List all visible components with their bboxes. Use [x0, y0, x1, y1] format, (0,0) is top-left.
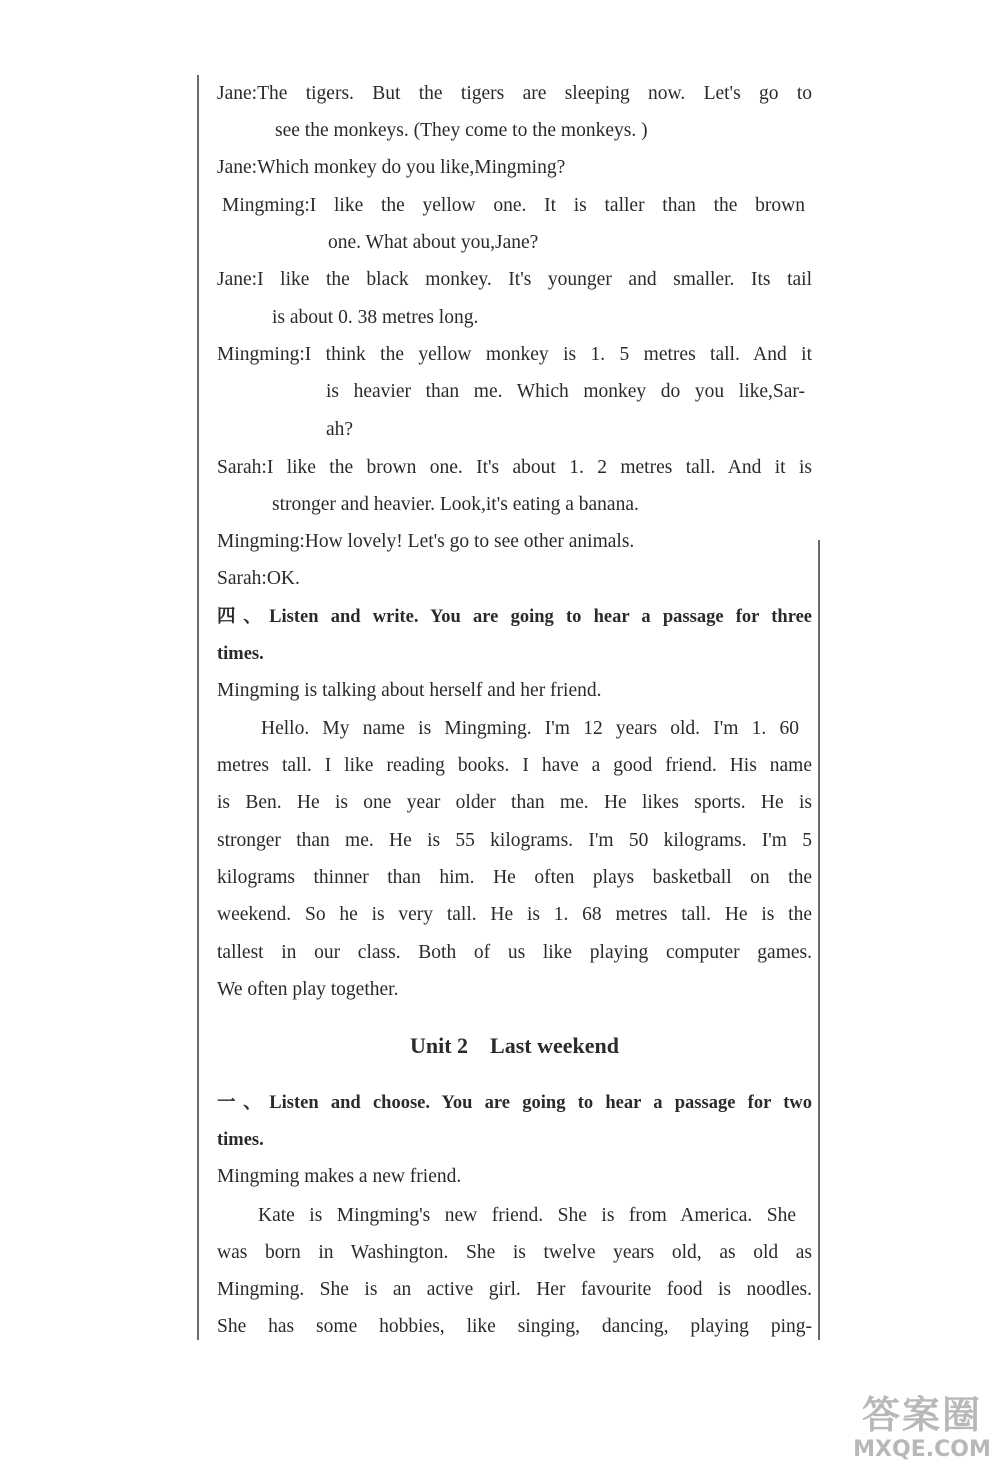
dialogue-line: Jane:The tigers. But the tigers are sleeping now. Let's go to — [217, 83, 812, 104]
left-margin-rule — [197, 75, 199, 1340]
passage-line: stronger than me. He is 55 kilograms. I'm 50 kilograms. I'm 5 — [217, 830, 812, 851]
passage-line: metres tall. I like reading books. I have a good friend. His name — [217, 755, 812, 776]
passage-line: Kate is Mingming's new friend. She is from America. She — [258, 1205, 796, 1226]
dialogue-line: is about 0. 38 metres long. — [272, 307, 479, 328]
watermark-url: MXQE.COM — [853, 1437, 991, 1462]
passage-line: weekend. So he is very tall. He is 1. 68 metres tall. He is the — [217, 904, 812, 925]
dialogue-line: Mingming:I like the yellow one. It is taller than the brown — [222, 195, 805, 216]
dialogue-line: ah? — [326, 419, 354, 440]
unit-number: Unit 2 — [409, 1033, 469, 1058]
section-one-intro: Mingming makes a new friend. — [217, 1166, 462, 1187]
unit-heading — [217, 1032, 812, 1060]
dialogue-line: Mingming:I think the yellow monkey is 1. 5 metres tall. And it — [217, 344, 812, 365]
dialogue-line: Jane:I like the black monkey. It's younger and smaller. Its tail — [217, 269, 812, 290]
passage-line: Mingming. She is an active girl. Her favourite food is noodles. — [217, 1279, 812, 1300]
passage-line: Hello. My name is Mingming. I'm 12 years old. I'm 1. 60 — [261, 718, 799, 739]
passage-line: is Ben. He is one year older than me. He likes sports. He is — [217, 792, 812, 813]
passage-line: She has some hobbies, like singing, dancing, playing ping- — [217, 1316, 812, 1337]
dialogue-line: Mingming:How lovely! Let's go to see other animals. — [217, 531, 635, 552]
dialogue-line: Jane:Which monkey do you like,Mingming? — [217, 157, 566, 178]
watermark-logo: 答案圈 — [861, 1393, 982, 1437]
section-four-title-cont: times. — [217, 644, 264, 664]
section-four-intro: Mingming is talking about herself and her friend. — [217, 680, 602, 701]
section-one-title-cont: times. — [217, 1130, 264, 1150]
dialogue-line: Sarah:OK. — [217, 568, 300, 589]
section-four-title: 四、Listen and write. You are going to hear a passage for three — [217, 607, 812, 627]
passage-line: was born in Washington. She is twelve years old, as old as — [217, 1242, 812, 1263]
dialogue-line: see the monkeys. (They come to the monkeys. ) — [275, 120, 648, 141]
passage-line: We often play together. — [217, 979, 399, 1000]
watermark — [852, 1393, 992, 1463]
dialogue-line: stronger and heavier. Look,it's eating a banana. — [272, 494, 639, 515]
dialogue-line: is heavier than me. Which monkey do you like,Sar- — [326, 381, 805, 402]
passage-line: tallest in our class. Both of us like playing computer games. — [217, 942, 812, 963]
dialogue-line: Sarah:I like the brown one. It's about 1. 2 metres tall. And it is — [217, 457, 812, 478]
dialogue-line: one. What about you,Jane? — [328, 232, 539, 253]
section-one-title: 一、Listen and choose. You are going to hear a passage for two — [217, 1093, 812, 1113]
unit-title: Last weekend — [490, 1033, 619, 1058]
passage-line: kilograms thinner than him. He often plays basketball on the — [217, 867, 812, 888]
right-margin-rule — [818, 540, 820, 1340]
